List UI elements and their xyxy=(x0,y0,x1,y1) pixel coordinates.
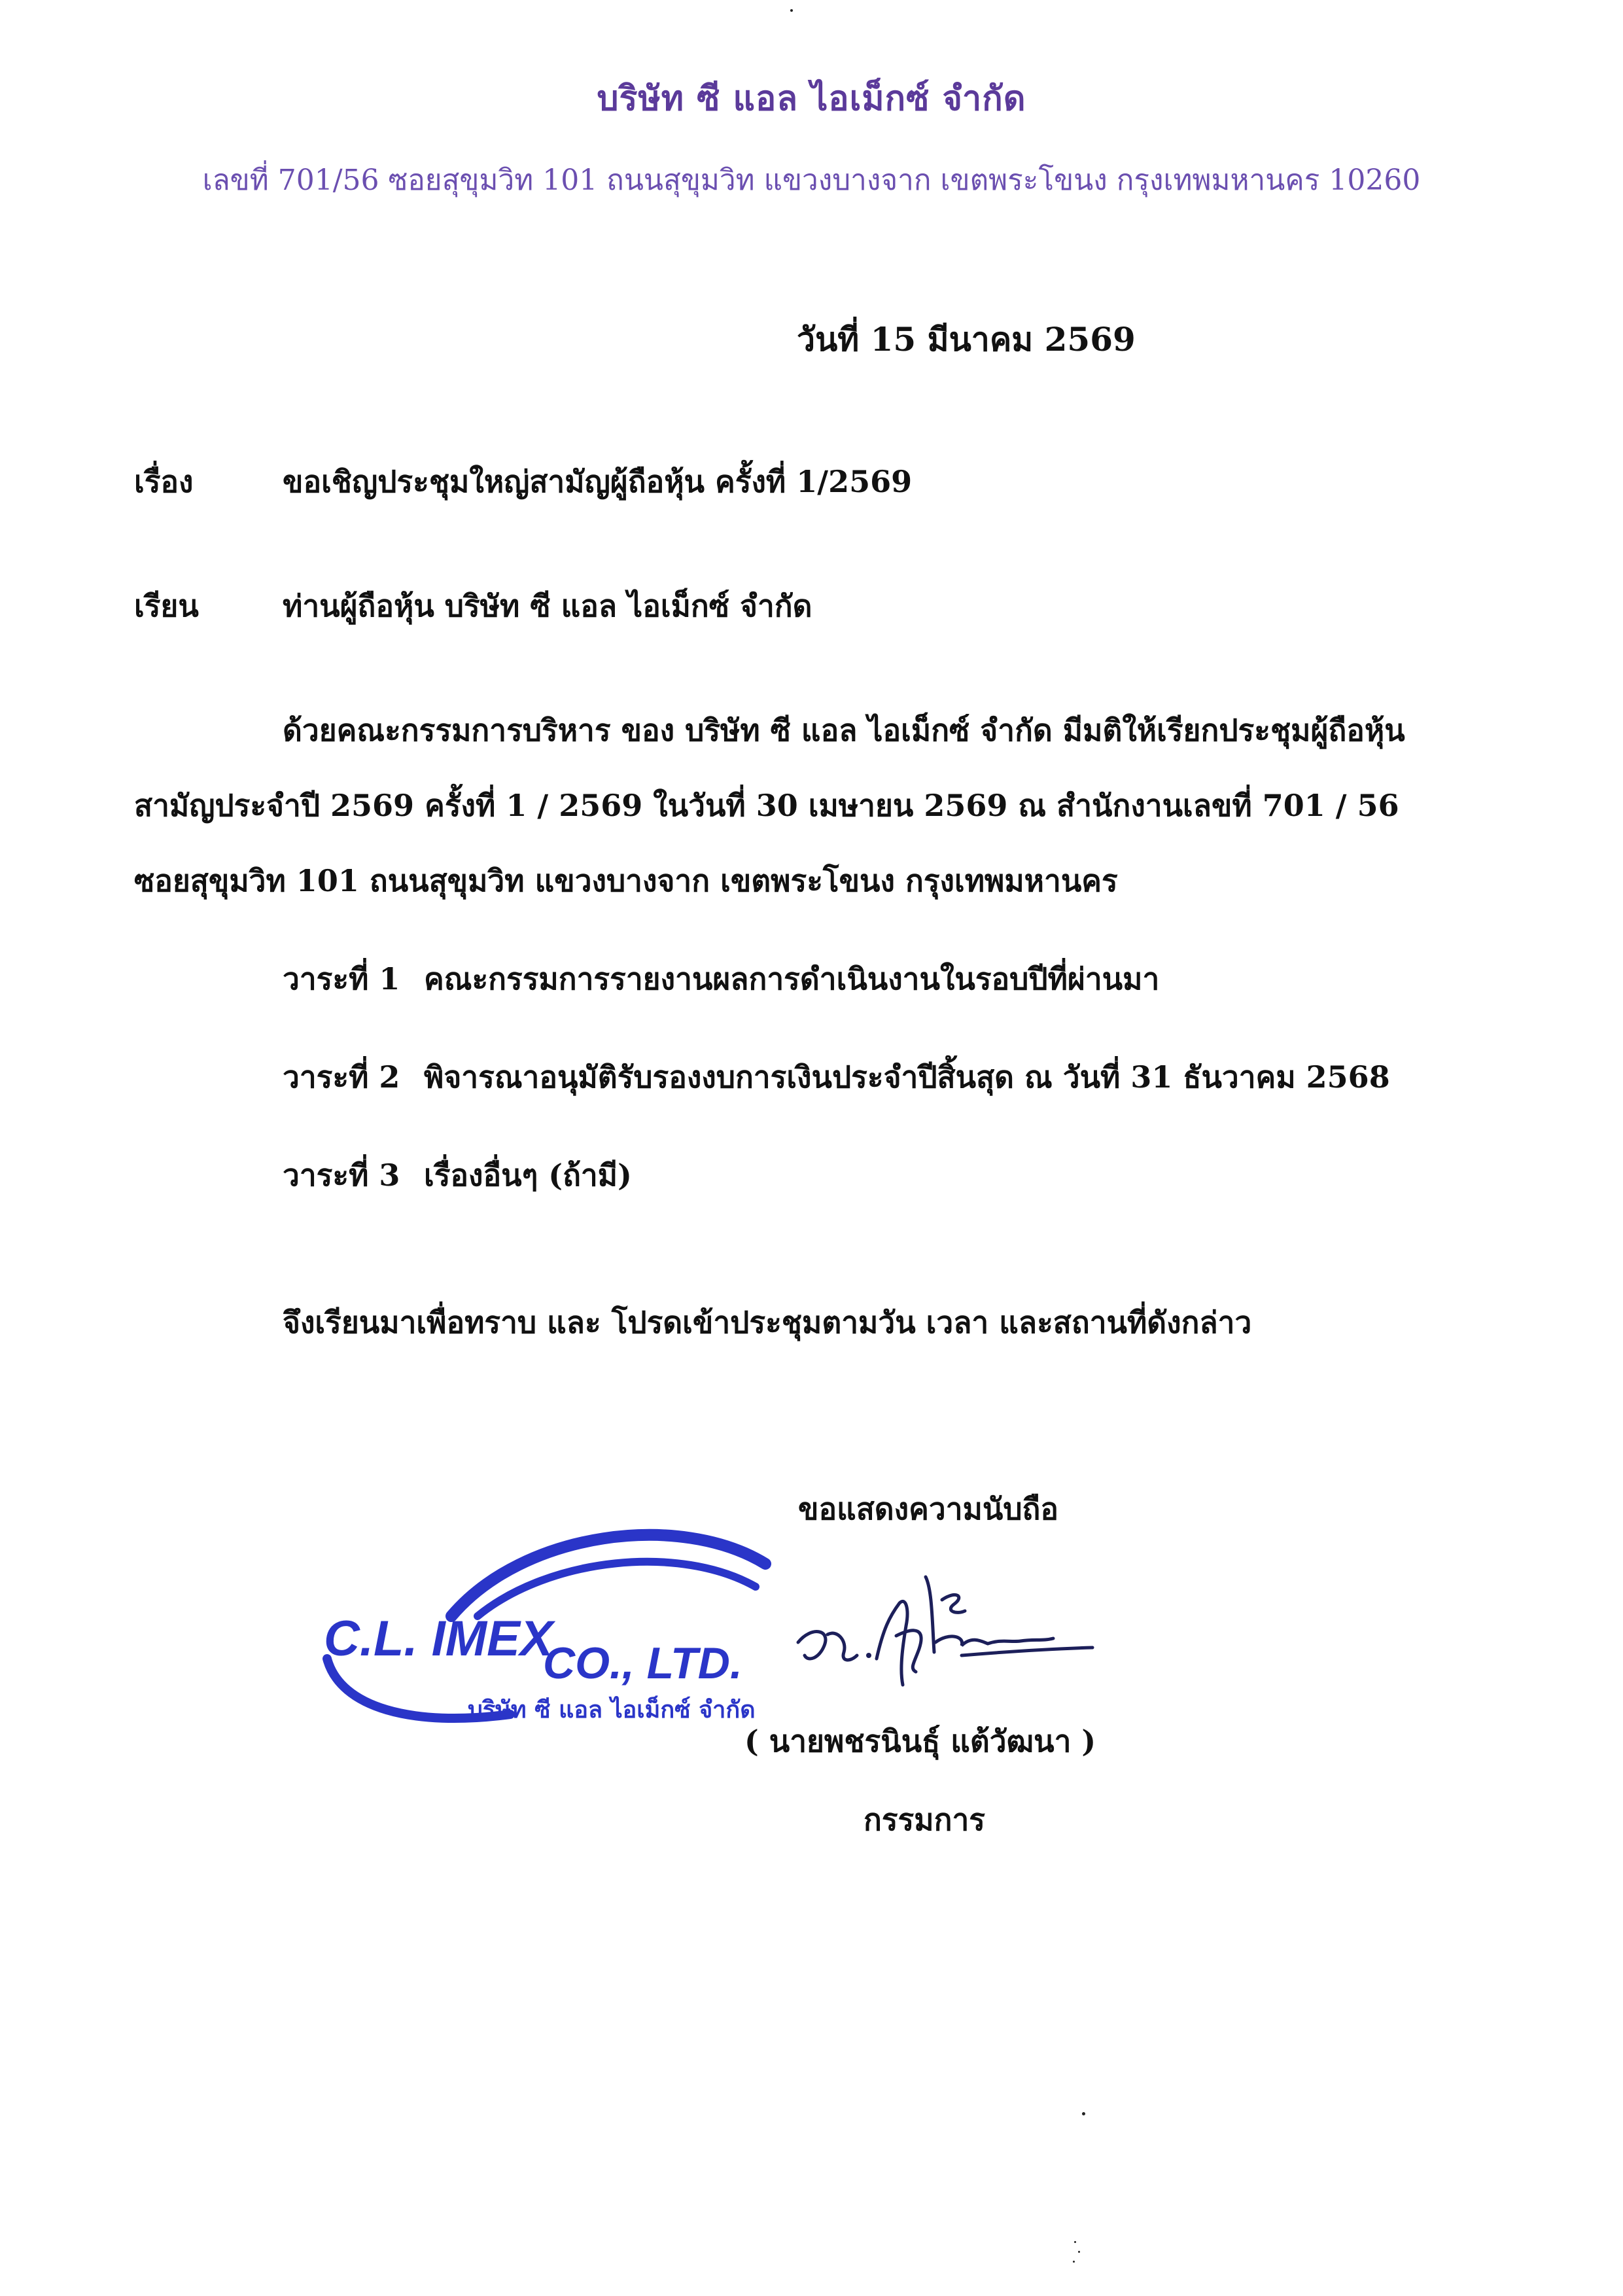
stamp-thai-name: บริษัท ซี แอล ไอเม็กซ์ จำกัด xyxy=(468,1697,756,1723)
agenda-text-2: พิจารณาอนุมัติรับรองงบการเงินประจำปีสิ้นสุด ณ วันที่ 31 ธันวาคม 2568 xyxy=(424,1059,1390,1095)
agenda-number-1: วาระที่ 1 xyxy=(283,961,400,997)
scan-speck xyxy=(1082,2112,1085,2115)
scan-speck xyxy=(1074,2241,1076,2243)
agenda-text-1: คณะกรรมการรายงานผลการดำเนินงานในรอบปีที่ผ่านมา xyxy=(424,961,1160,997)
recipient-label: เรียน xyxy=(134,588,199,624)
agenda-number-2: วาระที่ 2 xyxy=(283,1059,400,1095)
letter-date: วันที่ 15 มีนาคม 2569 xyxy=(797,320,1136,359)
scan-speck xyxy=(1073,2261,1075,2263)
stamp-english-suffix: CO., LTD. xyxy=(543,1638,742,1688)
company-address: เลขที่ 701/56 ซอยสุขุมวิท 101 ถนนสุขุมวิท แขวงบางจาก เขตพระโขนง กรุงเทพมหานคร 10260 xyxy=(202,164,1421,197)
recipient-text: ท่านผู้ถือหุ้น บริษัท ซี แอล ไอเม็กซ์ จำกัด xyxy=(283,588,812,624)
subject-text: ขอเชิญประชุมใหญ่สามัญผู้ถือหุ้น ครั้งที่ 1/2569 xyxy=(283,464,913,499)
scan-speck xyxy=(1078,2251,1080,2253)
signer-position: กรรมการ xyxy=(864,1802,985,1837)
subject-label: เรื่อง xyxy=(134,464,194,499)
company-name: บริษัท ซี แอล ไอเม็กซ์ จำกัด xyxy=(597,79,1026,118)
closing-sentence: จึงเรียนมาเพื่อทราบ และ โปรดเข้าประชุมตามวัน เวลา และสถานที่ดังกล่าว xyxy=(283,1305,1252,1340)
body-line-3: ซอยสุขุมวิท 101 ถนนสุขุมวิท แขวงบางจาก เขตพระโขนง กรุงเทพมหานคร xyxy=(134,863,1118,898)
agenda-number-3: วาระที่ 3 xyxy=(283,1157,400,1193)
signer-name: ( นายพชรนินธุ์ แต้วัฒนา ) xyxy=(744,1723,1096,1759)
scan-speck xyxy=(790,9,793,12)
body-line-2: สามัญประจำปี 2569 ครั้งที่ 1 / 2569 ในวันที่ 30 เมษายน 2569 ณ สำนักงานเลขที่ 701 / 56 xyxy=(134,788,1399,823)
stamp-english-name: C.L. IMEX xyxy=(324,1611,553,1667)
company-stamp xyxy=(314,1518,785,1754)
body-line-1: ด้วยคณะกรรมการบริหาร ของ บริษัท ซี แอล ไอเม็กซ์ จำกัด มีมติให้เรียกประชุมผู้ถือหุ้น xyxy=(283,713,1405,748)
agenda-text-3: เรื่องอื่นๆ (ถ้ามี) xyxy=(424,1157,632,1193)
sign-off: ขอแสดงความนับถือ xyxy=(798,1491,1059,1527)
handwritten-signature xyxy=(785,1564,1099,1714)
